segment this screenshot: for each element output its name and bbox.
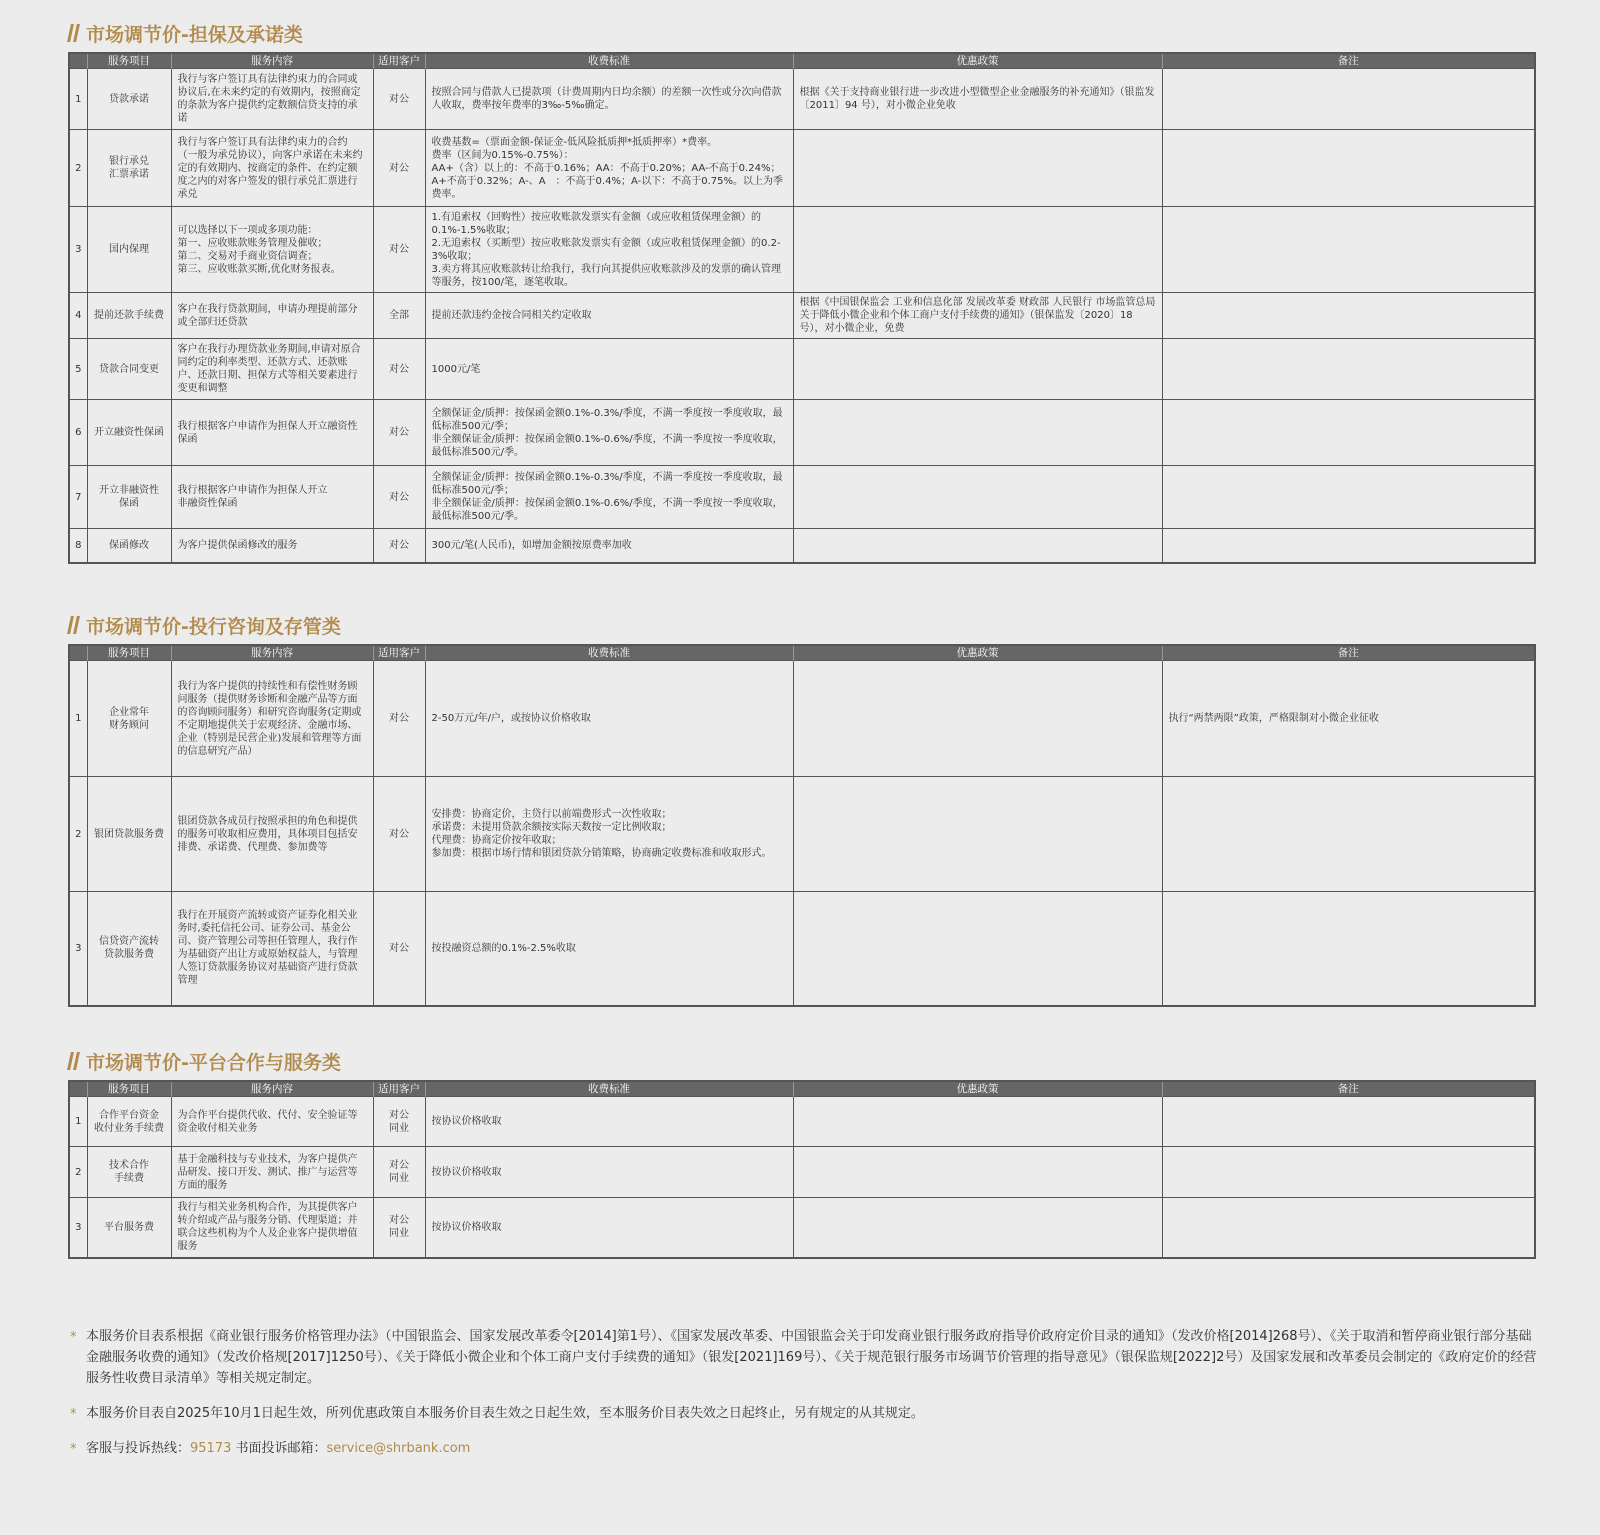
header-fee-standard: 收费标准 [425,53,793,69]
cell-applicable-customer: 对公 [373,207,425,293]
table-row [69,529,1535,563]
cell-fee-standard: 按投融资总额的0.1%-2.5%收取 [425,892,793,1006]
cell-row-number: 1 [69,69,87,130]
table-row [69,1097,1535,1147]
cell-service-item: 保函修改 [87,529,171,563]
cell-row-number: 2 [69,777,87,892]
cell-applicable-customer: 对公 [373,777,425,892]
header-remarks: 备注 [1162,53,1535,69]
cell-discount-policy [793,892,1162,1006]
cell-fee-standard: 1000元/笔 [425,339,793,400]
cell-discount-policy [793,1198,1162,1258]
section-bars-icon [68,24,82,42]
section-advisory [68,612,1534,1007]
header-row-number [69,645,87,661]
cell-row-number: 5 [69,339,87,400]
cell-service-item: 国内保理 [87,207,171,293]
cell-service-content: 可以选择以下一项或多项功能： 第一、应收账款账务管理及催收； 第二、交易对手商业资信调查； 第三、应收账款买断,优化财务报表。 [171,207,373,293]
cell-remarks [1162,466,1535,529]
cell-service-content: 客户在我行办理贷款业务期间,申请对原合同约定的利率类型、还款方式、还款账户、还款日期、担保方式等相关要素进行变更和调整 [171,339,373,400]
table-row [69,466,1535,529]
cell-service-item: 贷款合同变更 [87,339,171,400]
fee-table [68,644,1536,1007]
section-bars-icon [68,1052,82,1070]
cell-service-content: 我行为客户提供的持续性和有偿性财务顾问服务（提供财务诊断和金融产品等方面的咨询顾问服务）和研究咨询服务(定期或不定期地提供关于宏观经济、金融市场、企业（特别是民营企业)发展和管理等方面的信息研究产品） [171,661,373,777]
footnotes [68,1326,1538,1473]
cell-applicable-customer: 对公 同业 [373,1097,425,1147]
cell-discount-policy: 根据《中国银保监会 工业和信息化部 发展改革委 财政部 人民银行 市场监管总局 关于降低小微企业和个体工商户支付手续费的通知》（银保监发〔2020〕18 号），对小微企业，免费 [793,293,1162,339]
cell-service-content: 我行与相关业务机构合作，为其提供客户转介绍或产品与服务分销、代理渠道；并联合这些机构为个人及企业客户提供增值服务 [171,1198,373,1258]
section-bars-icon [68,616,82,634]
table-header-row [69,53,1535,69]
cell-row-number: 8 [69,529,87,563]
footnote-effective [68,1403,1538,1424]
cell-service-content: 我行在开展资产流转或资产证券化相关业务时,委托信托公司、证券公司、基金公司、资产管理公司等担任管理人，我行作为基础资产出让方或原始权益人，与管理人签订贷款服务协议对基础资产进行贷款管理 [171,892,373,1006]
table-row [69,1147,1535,1198]
section-title [68,612,1534,638]
cell-applicable-customer: 对公 同业 [373,1198,425,1258]
header-service-content: 服务内容 [171,1081,373,1097]
header-fee-standard: 收费标准 [425,645,793,661]
cell-fee-standard: 全额保证金/质押：按保函金额0.1%-0.3%/季度，不满一季度按一季度收取，最低标准500元/季； 非全额保证金/质押：按保函金额0.1%-0.6%/季度，不满一季度按一季度收取，最低标准500元/季。 [425,466,793,529]
cell-discount-policy [793,1097,1162,1147]
cell-fee-standard: 按协议价格收取 [425,1147,793,1198]
table-row [69,400,1535,466]
section-platform [68,1048,1534,1259]
cell-service-item: 技术合作 手续费 [87,1147,171,1198]
cell-row-number: 4 [69,293,87,339]
cell-service-item: 合作平台资金 收付业务手续费 [87,1097,171,1147]
cell-service-content: 我行根据客户申请作为担保人开立融资性保函 [171,400,373,466]
cell-applicable-customer: 对公 [373,892,425,1006]
hotline-label: 客服与投诉热线： [86,1441,191,1456]
cell-service-item: 开立融资性保函 [87,400,171,466]
cell-applicable-customer: 对公 [373,69,425,130]
cell-service-item: 提前还款手续费 [87,293,171,339]
cell-discount-policy [793,130,1162,207]
section-title [68,1048,1534,1074]
cell-discount-policy: 根据《关于支持商业银行进一步改进小型微型企业金融服务的补充通知》（银监发〔2011〕94 号），对小微企业免收 [793,69,1162,130]
cell-service-item: 银行承兑 汇票承诺 [87,130,171,207]
table-row [69,777,1535,892]
cell-remarks [1162,293,1535,339]
cell-discount-policy [793,400,1162,466]
header-discount-policy: 优惠政策 [793,53,1162,69]
footnote-text: 本服务价目表自2025年10月1日起生效，所列优惠政策自本服务价目表生效之日起生效，至本服务价目表失效之日起终止，另有规定的从其规定。 [86,1406,924,1421]
cell-service-content: 我行与客户签订具有法律约束力的合约（一般为承兑协议），向客户承诺在未来约定的有效期内、按商定的条件、在约定额度之内的对客户签发的银行承兑汇票进行承兑 [171,130,373,207]
cell-fee-standard: 收费基数=（票面金额-保证金-低风险抵质押*抵质押率）*费率。 费率（区间为0.15%-0.75%）： AA+（含）以上的：不高于0.16%；AA：不高于0.20%；AA-不高于0.24%；A+不高于0.32%；A-、A ：不高于0.4%；A-以下：不高于0.75%。以上为季费率。 [425,130,793,207]
asterisk-icon: * [70,1442,77,1457]
cell-applicable-customer: 对公 [373,661,425,777]
cell-remarks [1162,69,1535,130]
cell-fee-standard: 300元/笔(人民币)，如增加金额按原费率加收 [425,529,793,563]
table-row [69,207,1535,293]
header-service-content: 服务内容 [171,645,373,661]
cell-discount-policy [793,466,1162,529]
cell-applicable-customer: 对公 [373,529,425,563]
cell-discount-policy [793,777,1162,892]
cell-fee-standard: 提前还款违约金按合同相关约定收取 [425,293,793,339]
cell-applicable-customer: 对公 [373,339,425,400]
header-service-item: 服务项目 [87,645,171,661]
cell-row-number: 2 [69,1147,87,1198]
cell-remarks [1162,339,1535,400]
header-remarks: 备注 [1162,1081,1535,1097]
cell-service-item: 贷款承诺 [87,69,171,130]
section-title-text: 市场调节价-投行咨询及存管类 [86,615,341,638]
cell-service-item: 平台服务费 [87,1198,171,1258]
footnote-basis [68,1326,1538,1389]
cell-service-content: 基于金融科技与专业技术，为客户提供产品研发、接口开发、测试、推广与运营等方面的服务 [171,1147,373,1198]
cell-row-number: 1 [69,1097,87,1147]
cell-service-content: 为合作平台提供代收、代付、安全验证等资金收付相关业务 [171,1097,373,1147]
cell-applicable-customer: 对公 [373,400,425,466]
cell-discount-policy [793,529,1162,563]
email-label: 书面投诉邮箱： [235,1441,327,1456]
header-service-item: 服务项目 [87,53,171,69]
cell-applicable-customer: 对公 [373,466,425,529]
table-row [69,293,1535,339]
fee-table [68,52,1536,564]
cell-applicable-customer: 全部 [373,293,425,339]
table-row [69,130,1535,207]
cell-fee-standard: 1.有追索权（回购性）按应收账款发票实有金额（或应收租赁保理金额）的0.1%-1.5%收取； 2.无追索权（买断型）按应收账款发票实有金额（或应收租赁保理金额）的0.2-3%收取； 3.卖方将其应收账款转让给我行，我行向其提供应收账款涉及的发票的确认管理等服务，按100/笔，逐笔收取。 [425,207,793,293]
cell-remarks [1162,529,1535,563]
section-title [68,20,1534,46]
cell-service-content: 我行根据客户申请作为担保人开立 非融资性保函 [171,466,373,529]
cell-row-number: 3 [69,892,87,1006]
hotline-link[interactable]: 95173 [190,1441,232,1456]
asterisk-icon: * [70,1407,77,1422]
cell-remarks [1162,400,1535,466]
cell-applicable-customer: 对公 [373,130,425,207]
fee-table [68,1080,1536,1259]
cell-remarks [1162,1147,1535,1198]
cell-row-number: 7 [69,466,87,529]
header-remarks: 备注 [1162,645,1535,661]
header-service-content: 服务内容 [171,53,373,69]
cell-fee-standard: 安排费：协商定价，主贷行以前端费形式一次性收取； 承诺费：未提用贷款余额按实际天数按一定比例收取； 代理费：协商定价按年收取； 参加费：根据市场行情和银团贷款分销策略，协商确定收费标准和收取形式。 [425,777,793,892]
header-discount-policy: 优惠政策 [793,1081,1162,1097]
cell-remarks: 执行“两禁两限”政策，严格限制对小微企业征收 [1162,661,1535,777]
cell-service-item: 信贷资产流转 贷款服务费 [87,892,171,1006]
cell-remarks [1162,1198,1535,1258]
header-applicable-customer: 适用客户 [373,1081,425,1097]
section-title-text: 市场调节价-担保及承诺类 [86,23,303,46]
cell-service-content: 银团贷款各成员行按照承担的角色和提供的服务可收取相应费用，具体项目包括安排费、承诺费、代理费、参加费等 [171,777,373,892]
footnote-contact [68,1438,1538,1459]
footnote-text: 本服务价目表系根据《商业银行服务价格管理办法》（中国银监会、国家发展改革委令[2014]第1号）、《国家发展改革委、中国银监会关于印发商业银行服务政府指导价政府定价目录的通知》（发改价格[2014]268号）、《关于取消和暂停商业银行部分基础金融服务收费的通知》（发改价格规[2017]1250号）、《关于降低小微企业和个体工商户支付手续费的通知》（银发[2021]169号）、《关于规范银行服务市场调节价管理的指导意见》（银保监规[2022]2号）及国家发展和改革委员会制定的《政府定价的经营服务性收费目录清单》等相关规定制定。 [86,1329,1537,1386]
table-header-row [69,645,1535,661]
cell-service-content: 客户在我行贷款期间，申请办理提前部分或全部归还贷款 [171,293,373,339]
cell-fee-standard: 按协议价格收取 [425,1198,793,1258]
cell-row-number: 3 [69,207,87,293]
header-row-number [69,1081,87,1097]
header-service-item: 服务项目 [87,1081,171,1097]
cell-row-number: 3 [69,1198,87,1258]
cell-remarks [1162,892,1535,1006]
header-applicable-customer: 适用客户 [373,53,425,69]
cell-fee-standard: 按照合同与借款人已提款项（计费周期内日均余额）的差额一次性或分次向借款人收取，费率按年费率的3‰-5‰确定。 [425,69,793,130]
email-link[interactable]: service@shrbank.com [326,1441,471,1456]
cell-discount-policy [793,207,1162,293]
section-title-text: 市场调节价-平台合作与服务类 [86,1051,341,1074]
table-row [69,892,1535,1006]
cell-applicable-customer: 对公 同业 [373,1147,425,1198]
header-applicable-customer: 适用客户 [373,645,425,661]
table-row [69,661,1535,777]
cell-discount-policy [793,1147,1162,1198]
cell-remarks [1162,207,1535,293]
cell-service-content: 我行与客户签订具有法律约束力的合同或协议后,在未来约定的有效期内，按照商定的条款为客户提供约定数额信贷支持的承诺 [171,69,373,130]
asterisk-icon: * [70,1330,77,1345]
cell-fee-standard: 2-50万元/年/户，或按协议价格收取 [425,661,793,777]
cell-fee-standard: 全额保证金/质押：按保函金额0.1%-0.3%/季度，不满一季度按一季度收取，最低标准500元/季； 非全额保证金/质押：按保函金额0.1%-0.6%/季度，不满一季度按一季度收取，最低标准500元/季。 [425,400,793,466]
cell-fee-standard: 按协议价格收取 [425,1097,793,1147]
cell-row-number: 2 [69,130,87,207]
cell-service-item: 开立非融资性 保函 [87,466,171,529]
cell-remarks [1162,1097,1535,1147]
cell-discount-policy [793,339,1162,400]
cell-discount-policy [793,661,1162,777]
header-fee-standard: 收费标准 [425,1081,793,1097]
cell-service-content: 为客户提供保函修改的服务 [171,529,373,563]
table-row [69,69,1535,130]
cell-remarks [1162,777,1535,892]
table-row [69,1198,1535,1258]
section-guarantee [68,20,1534,564]
table-header-row [69,1081,1535,1097]
cell-remarks [1162,130,1535,207]
cell-service-item: 银团贷款服务费 [87,777,171,892]
cell-row-number: 6 [69,400,87,466]
header-discount-policy: 优惠政策 [793,645,1162,661]
header-row-number [69,53,87,69]
table-row [69,339,1535,400]
cell-service-item: 企业常年 财务顾问 [87,661,171,777]
cell-row-number: 1 [69,661,87,777]
